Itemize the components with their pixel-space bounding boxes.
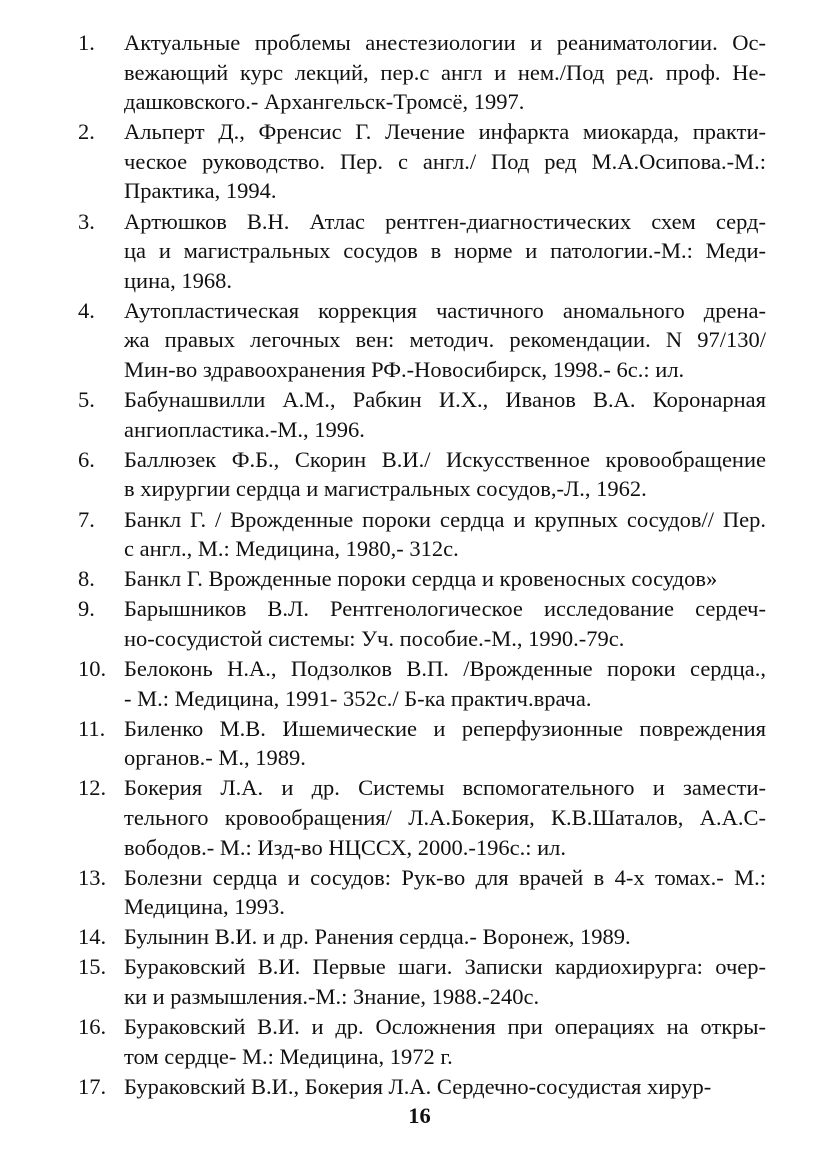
reference-line: Артюшков В.Н. Атлас рентген-диагностических схем серд- [124, 208, 766, 234]
reference-item [78, 863, 766, 922]
reference-text [124, 654, 766, 713]
reference-line: с англ., М.: Медицина, 1980,- 312с. [124, 536, 459, 562]
reference-text [124, 207, 766, 296]
reference-line: вежающий курс лекций, пер.с англ и нем./Под ред. проф. Не- [124, 59, 766, 85]
reference-item [78, 594, 766, 653]
reference-line: ца и магистральных сосудов в норме и патологии.-М.: Меди- [124, 238, 766, 264]
reference-number: 17. [78, 1073, 107, 1099]
reference-number: 12. [78, 775, 107, 801]
reference-line: Аутопластическая коррекция частичного аномального дрена- [124, 297, 766, 323]
reference-line: жа правых легочных вен: методич. рекомендации. N 97/130/ [124, 327, 766, 353]
reference-line: Бабунашвилли А.М., Рабкин И.Х., Иванов В.А. Коронарная [124, 387, 766, 413]
reference-text [124, 445, 766, 504]
reference-line: ангиопластика.-М., 1996. [124, 416, 365, 442]
reference-line: Болезни сердца и сосудов: Рук-во для врачей в 4-х томах.- М.: [124, 864, 766, 890]
reference-item [78, 505, 766, 564]
reference-item [78, 952, 766, 1011]
reference-line: Практика, 1994. [124, 178, 277, 204]
reference-line: Банкл Г. Врожденные пороки сердца и кровеносных сосудов» [124, 566, 718, 592]
reference-number: 2. [78, 119, 95, 145]
reference-line: тельного кровообращения/ Л.А.Бокерия, К.В.Шаталов, А.А.С- [124, 804, 766, 830]
reference-number: 4. [78, 297, 95, 323]
reference-line: ческое руководство. Пер. с англ./ Под ред М.А.Осипова.-М.: [124, 148, 766, 174]
reference-item [78, 445, 766, 504]
reference-item [78, 207, 766, 296]
reference-line: том сердце- М.: Медицина, 1972 г. [124, 1043, 453, 1069]
reference-number: 7. [78, 506, 95, 532]
reference-number: 11. [78, 715, 106, 741]
reference-number: 10. [78, 655, 107, 681]
reference-item [78, 1012, 766, 1071]
reference-text [124, 922, 766, 952]
reference-text [124, 505, 766, 564]
reference-text [124, 1012, 766, 1071]
reference-line: Баллюзек Ф.Б., Скорин В.И./ Искусственное кровообращение [124, 446, 766, 472]
reference-number: 16. [78, 1014, 107, 1040]
reference-line: Медицина, 1993. [124, 894, 285, 920]
reference-line: Барышников В.Л. Рентгенологическое исследование сердеч- [124, 596, 766, 622]
reference-text [124, 714, 766, 773]
reference-number: 15. [78, 954, 107, 980]
reference-item [78, 117, 766, 206]
reference-number: 8. [78, 566, 95, 592]
reference-line: Булынин В.И. и др. Ранения сердца.- Воронеж, 1989. [124, 924, 631, 950]
reference-item [78, 28, 766, 117]
reference-item [78, 564, 766, 594]
reference-line: ки и размышления.-М.: Знание, 1988.-240с. [124, 984, 540, 1009]
reference-text [124, 1072, 766, 1102]
reference-item [78, 714, 766, 773]
reference-list [78, 28, 766, 1102]
reference-item [78, 296, 766, 385]
reference-text [124, 28, 766, 117]
reference-line: цина, 1968. [124, 267, 232, 293]
reference-line: вободов.- М.: Изд-во НЦССХ, 2000.-196с.: ил. [124, 834, 567, 860]
reference-line: Бураковский В.И. и др. Осложнения при операциях на откры- [124, 1014, 766, 1040]
reference-item [78, 922, 766, 952]
reference-line: Биленко М.В. Ишемические и реперфузионные повреждения [124, 715, 766, 741]
reference-text [124, 952, 766, 1011]
reference-number: 3. [78, 208, 95, 234]
reference-line: но-сосудистой системы: Уч. пособие.-М., 1990.-79с. [124, 625, 625, 651]
reference-item [78, 1072, 766, 1102]
reference-text [124, 117, 766, 206]
reference-line: Бураковский В.И. Первые шаги. Записки кардиохирурга: очер- [124, 954, 766, 980]
reference-text [124, 564, 766, 594]
reference-line: органов.- М., 1989. [124, 745, 306, 771]
reference-line: Бураковский В.И., Бокерия Л.А. Сердечно-сосудистая хирур- [124, 1073, 712, 1099]
reference-text [124, 385, 766, 444]
reference-line: - М.: Медицина, 1991- 352с./ Б-ка практич.врача. [124, 685, 592, 711]
reference-text [124, 863, 766, 922]
reference-item [78, 773, 766, 862]
reference-text [124, 594, 766, 653]
reference-line: Белоконь Н.А., Подзолков В.П. /Врожденные пороки сердца., [124, 655, 766, 681]
reference-number: 5. [78, 387, 95, 413]
reference-line: Мин-во здравоохранения РФ.-Новосибирск, 1998.- 6с.: ил. [124, 357, 685, 383]
reference-line: дашковского.- Архангельск-Тромсё, 1997. [124, 89, 525, 115]
reference-text [124, 296, 766, 385]
reference-number: 6. [78, 446, 95, 472]
reference-text [124, 773, 766, 862]
reference-number: 1. [78, 30, 95, 55]
reference-number: 14. [78, 924, 107, 950]
reference-line: Альперт Д., Френсис Г. Лечение инфаркта миокарда, практи- [124, 119, 766, 145]
reference-number: 9. [78, 596, 95, 622]
reference-item [78, 654, 766, 713]
page-number: 16 [408, 1103, 431, 1128]
reference-number: 13. [78, 864, 107, 890]
reference-line: Банкл Г. / Врожденные пороки сердца и крупных сосудов// Пер. [124, 506, 766, 532]
reference-line: Бокерия Л.А. и др. Системы вспомогательного и замести- [124, 775, 766, 801]
reference-item [78, 385, 766, 444]
reference-line: в хирургии сердца и магистральных сосудов,-Л., 1962. [124, 476, 647, 502]
reference-line: Актуальные проблемы анестезиологии и реаниматологии. Ос- [124, 30, 766, 55]
